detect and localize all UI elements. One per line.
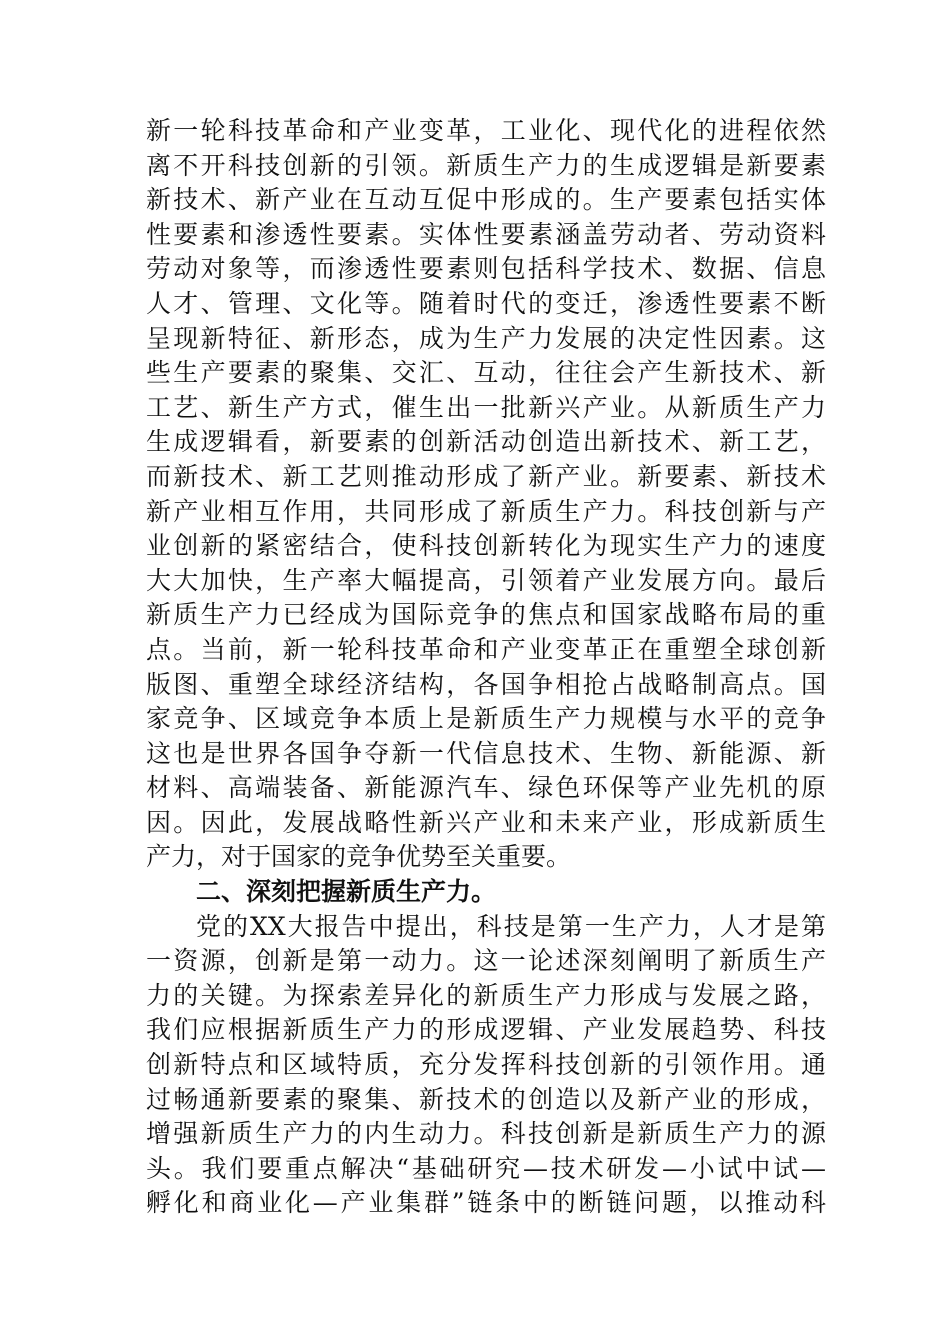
text-line: 离不开科技创新的引领。新质生产力的生成逻辑是新要素 (146, 150, 826, 180)
text-line: 一资源，创新是第一动力。这一论述深刻阐明了新质生产 (146, 946, 826, 976)
text-line: 呈现新特征、新形态，成为生产力发展的决定性因素。这 (146, 323, 826, 353)
text-line: 业创新的紧密结合，使科技创新转化为现实生产力的速度 (146, 531, 826, 561)
text-line: 性要素和渗透性要素。实体性要素涵盖劳动者、劳动资料 (146, 219, 826, 249)
text-line: 而新技术、新工艺则推动形成了新产业。新要素、新技术 (146, 461, 826, 491)
text-line: 劳动对象等，而渗透性要素则包括科学技术、数据、信息 (146, 254, 826, 284)
text-line: 点。当前，新一轮科技革命和产业变革正在重塑全球创新 (146, 634, 826, 664)
section-heading: 二、深刻把握新质生产力。 (196, 877, 497, 907)
text-line: 家竞争、区域竞争本质上是新质生产力规模与水平的竞争 (146, 704, 826, 734)
text-line: 版图、重塑全球经济结构，各国争相抢占战略制高点。国 (146, 669, 826, 699)
text-line: 工艺、新生产方式，催生出一批新兴产业。从新质生产力 (146, 392, 826, 422)
text-line: 孵化和商业化—产业集群”链条中的断链问题，以推动科 (146, 1188, 826, 1218)
text-line: 人才、管理、文化等。随着时代的变迁，渗透性要素不断 (146, 288, 826, 318)
text-line: 力的关键。为探索差异化的新质生产力形成与发展之路， (146, 980, 826, 1010)
text-line: 我们应根据新质生产力的形成逻辑、产业发展趋势、科技 (146, 1015, 826, 1045)
text-line: 新一轮科技革命和产业变革，工业化、现代化的进程依然 (146, 116, 826, 145)
text-line: 头。我们要重点解决“基础研究—技术研发—小试中试— (146, 1153, 826, 1183)
text-line: 些生产要素的聚集、交汇、互动，往往会产生新技术、新 (146, 358, 826, 388)
body-text (146, 114, 826, 1221)
text-line: 这也是世界各国争夺新一代信息技术、生物、新能源、新 (146, 738, 826, 768)
text-line: 产力，对于国家的竞争优势至关重要。 (146, 842, 572, 872)
text-line: 党的XX大报告中提出，科技是第一生产力，人才是第 (196, 911, 826, 941)
text-line: 过畅通新要素的聚集、新技术的创造以及新产业的形成， (146, 1084, 826, 1114)
text-line: 因。因此，发展战略性新兴产业和未来产业，形成新质生 (146, 807, 826, 837)
text-line: 大大加快，生产率大幅提高，引领着产业发展方向。最后 (146, 565, 826, 595)
text-line: 新技术、新产业在互动互促中形成的。生产要素包括实体 (146, 185, 826, 215)
text-line: 新产业相互作用，共同形成了新质生产力。科技创新与产 (146, 496, 826, 526)
text-line: 增强新质生产力的内生动力。科技创新是新质生产力的源 (146, 1119, 826, 1149)
text-line: 生成逻辑看，新要素的创新活动创造出新技术、新工艺， (146, 427, 826, 457)
text-line: 创新特点和区域特质，充分发挥科技创新的引领作用。通 (146, 1050, 826, 1080)
text-line: 材料、高端装备、新能源汽车、绿色环保等产业先机的原 (146, 773, 826, 803)
text-line: 新质生产力已经成为国际竞争的焦点和国家战略布局的重 (146, 600, 826, 630)
